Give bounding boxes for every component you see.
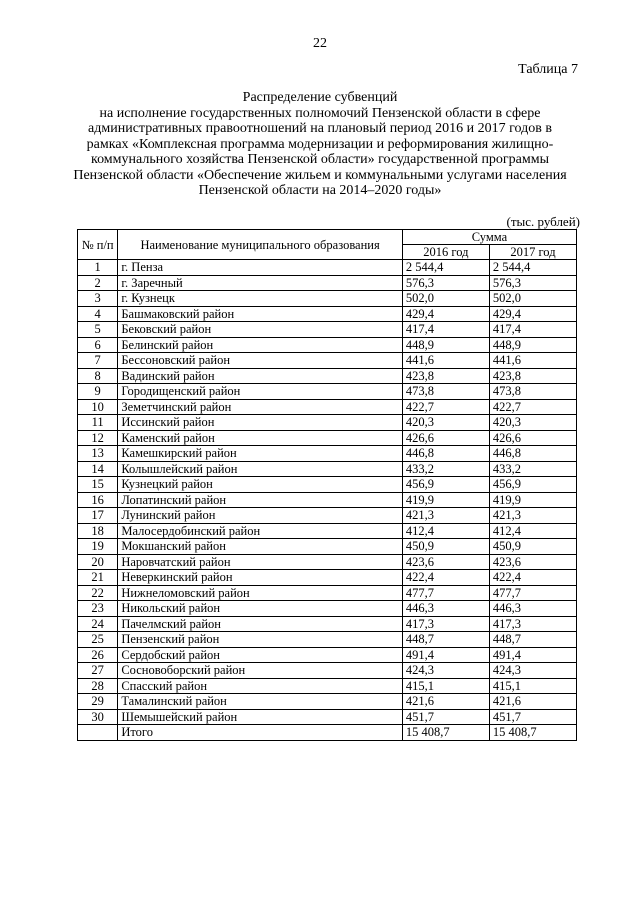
subsidy-table	[77, 229, 577, 741]
row-number: 15	[78, 477, 118, 493]
municipality-name: Белинский район	[118, 337, 403, 353]
municipality-name: Городищенский район	[118, 384, 403, 400]
value-2017: 441,6	[489, 353, 576, 369]
table-row	[78, 709, 577, 725]
table-row	[78, 647, 577, 663]
table-row	[78, 337, 577, 353]
municipality-name: Пачелмский район	[118, 616, 403, 632]
value-2017: 446,3	[489, 601, 576, 617]
row-number: 6	[78, 337, 118, 353]
value-2017: 417,3	[489, 616, 576, 632]
value-2016: 473,8	[402, 384, 489, 400]
value-2017: 576,3	[489, 275, 576, 291]
value-2017: 417,4	[489, 322, 576, 338]
row-number: 29	[78, 694, 118, 710]
value-2016: 421,3	[402, 508, 489, 524]
table-row	[78, 415, 577, 431]
value-2017: 502,0	[489, 291, 576, 307]
municipality-name: Вадинский район	[118, 368, 403, 384]
header-number: № п/п	[78, 230, 118, 260]
table-row	[78, 260, 577, 276]
value-2017: 448,9	[489, 337, 576, 353]
value-2016: 448,7	[402, 632, 489, 648]
municipality-name: Шемышейский район	[118, 709, 403, 725]
value-2017: 473,8	[489, 384, 576, 400]
value-2016: 419,9	[402, 492, 489, 508]
row-number: 1	[78, 260, 118, 276]
table-row	[78, 539, 577, 555]
table-row	[78, 368, 577, 384]
value-2017: 448,7	[489, 632, 576, 648]
municipality-name: Каменский район	[118, 430, 403, 446]
value-2016: 415,1	[402, 678, 489, 694]
municipality-name: Лунинский район	[118, 508, 403, 524]
municipality-name: Сосновоборский район	[118, 663, 403, 679]
municipality-name: Нижнеломовский район	[118, 585, 403, 601]
row-number: 9	[78, 384, 118, 400]
value-2016: 446,3	[402, 601, 489, 617]
value-2017: 415,1	[489, 678, 576, 694]
value-2016: 456,9	[402, 477, 489, 493]
value-2016: 426,6	[402, 430, 489, 446]
value-2016: 502,0	[402, 291, 489, 307]
municipality-name: Неверкинский район	[118, 570, 403, 586]
document-title	[70, 90, 570, 199]
row-number: 20	[78, 554, 118, 570]
municipality-name: г. Пенза	[118, 260, 403, 276]
municipality-name: Колышлейский район	[118, 461, 403, 477]
value-2017: 424,3	[489, 663, 576, 679]
table-row	[78, 353, 577, 369]
value-2017: 419,9	[489, 492, 576, 508]
value-2017: 15 408,7	[489, 725, 576, 741]
row-number	[78, 725, 118, 741]
row-number: 8	[78, 368, 118, 384]
value-2017: 456,9	[489, 477, 576, 493]
municipality-name: Кузнецкий район	[118, 477, 403, 493]
table-row	[78, 446, 577, 462]
municipality-name: Малосердобинский район	[118, 523, 403, 539]
municipality-name: Камешкирский район	[118, 446, 403, 462]
value-2017: 422,7	[489, 399, 576, 415]
table-row	[78, 570, 577, 586]
municipality-name: Пензенский район	[118, 632, 403, 648]
value-2017: 450,9	[489, 539, 576, 555]
value-2016: 417,4	[402, 322, 489, 338]
value-2016: 441,6	[402, 353, 489, 369]
header-sum: Сумма	[402, 230, 576, 245]
table-row	[78, 678, 577, 694]
row-number: 30	[78, 709, 118, 725]
row-number: 7	[78, 353, 118, 369]
row-number: 23	[78, 601, 118, 617]
value-2016: 422,4	[402, 570, 489, 586]
page-number: 22	[313, 36, 327, 51]
row-number: 5	[78, 322, 118, 338]
title-heading: Распределение субвенций	[242, 90, 398, 105]
row-number: 24	[78, 616, 118, 632]
value-2016: 448,9	[402, 337, 489, 353]
value-2016: 450,9	[402, 539, 489, 555]
table-row	[78, 601, 577, 617]
value-2016: 422,7	[402, 399, 489, 415]
table-row	[78, 275, 577, 291]
row-number: 28	[78, 678, 118, 694]
row-number: 17	[78, 508, 118, 524]
table-row	[78, 616, 577, 632]
table-row	[78, 632, 577, 648]
row-number: 14	[78, 461, 118, 477]
value-2017: 451,7	[489, 709, 576, 725]
row-number: 10	[78, 399, 118, 415]
row-number: 21	[78, 570, 118, 586]
value-2016: 420,3	[402, 415, 489, 431]
municipality-name: Никольский район	[118, 601, 403, 617]
value-2017: 433,2	[489, 461, 576, 477]
table-row	[78, 694, 577, 710]
municipality-name: г. Кузнецк	[118, 291, 403, 307]
value-2017: 429,4	[489, 306, 576, 322]
table-row	[78, 291, 577, 307]
value-2016: 417,3	[402, 616, 489, 632]
value-2016: 451,7	[402, 709, 489, 725]
municipality-name: г. Заречный	[118, 275, 403, 291]
value-2016: 576,3	[402, 275, 489, 291]
table-row	[78, 306, 577, 322]
value-2016: 423,6	[402, 554, 489, 570]
municipality-name: Итого	[118, 725, 403, 741]
value-2017: 421,3	[489, 508, 576, 524]
row-number: 11	[78, 415, 118, 431]
value-2016: 491,4	[402, 647, 489, 663]
value-2016: 423,8	[402, 368, 489, 384]
row-number: 27	[78, 663, 118, 679]
table-row	[78, 554, 577, 570]
value-2016: 2 544,4	[402, 260, 489, 276]
value-2017: 412,4	[489, 523, 576, 539]
municipality-name: Тамалинский район	[118, 694, 403, 710]
municipality-name: Наровчатский район	[118, 554, 403, 570]
table-row	[78, 322, 577, 338]
table-row	[78, 492, 577, 508]
value-2017: 423,8	[489, 368, 576, 384]
table-row	[78, 399, 577, 415]
municipality-name: Спасский район	[118, 678, 403, 694]
municipality-name: Лопатинский район	[118, 492, 403, 508]
value-2017: 2 544,4	[489, 260, 576, 276]
value-2016: 15 408,7	[402, 725, 489, 741]
row-number: 12	[78, 430, 118, 446]
table-label: Таблица 7	[518, 62, 578, 77]
municipality-name: Бессоновский район	[118, 353, 403, 369]
row-number: 26	[78, 647, 118, 663]
value-2016: 477,7	[402, 585, 489, 601]
value-2016: 433,2	[402, 461, 489, 477]
value-2017: 446,8	[489, 446, 576, 462]
table-row	[78, 430, 577, 446]
header-year-2017: 2017 год	[489, 245, 576, 260]
title-description: на исполнение государственных полномочий Пензенской области в сфере административных правоотношений на плановый период 2016 и 2017 годов в рамках «Комплексная программа модернизации и реформирования жилищно-коммунального хозяйства Пензенской области» государственной программы Пензенской области «Обеспечение жильем и коммунальными услугами населения Пензенской области на 2014–2020 годы»	[73, 105, 567, 198]
header-name: Наименование муниципального образования	[118, 230, 403, 260]
value-2016: 424,3	[402, 663, 489, 679]
value-2016: 446,8	[402, 446, 489, 462]
municipality-name: Бековский район	[118, 322, 403, 338]
table-row	[78, 384, 577, 400]
value-2017: 491,4	[489, 647, 576, 663]
table-row	[78, 663, 577, 679]
municipality-name: Иссинский район	[118, 415, 403, 431]
table-row	[78, 508, 577, 524]
value-2017: 426,6	[489, 430, 576, 446]
value-2016: 412,4	[402, 523, 489, 539]
row-number: 4	[78, 306, 118, 322]
units-label: (тыс. рублей)	[506, 214, 580, 229]
row-number: 22	[78, 585, 118, 601]
municipality-name: Башмаковский район	[118, 306, 403, 322]
row-number: 19	[78, 539, 118, 555]
row-number: 16	[78, 492, 118, 508]
total-row	[78, 725, 577, 741]
row-number: 25	[78, 632, 118, 648]
row-number: 3	[78, 291, 118, 307]
table-row	[78, 523, 577, 539]
value-2016: 421,6	[402, 694, 489, 710]
value-2017: 423,6	[489, 554, 576, 570]
row-number: 2	[78, 275, 118, 291]
municipality-name: Земетчинский район	[118, 399, 403, 415]
table-row	[78, 461, 577, 477]
value-2017: 422,4	[489, 570, 576, 586]
municipality-name: Мокшанский район	[118, 539, 403, 555]
table-row	[78, 585, 577, 601]
table-row	[78, 477, 577, 493]
header-year-2016: 2016 год	[402, 245, 489, 260]
value-2017: 420,3	[489, 415, 576, 431]
row-number: 13	[78, 446, 118, 462]
value-2017: 421,6	[489, 694, 576, 710]
value-2017: 477,7	[489, 585, 576, 601]
municipality-name: Сердобский район	[118, 647, 403, 663]
value-2016: 429,4	[402, 306, 489, 322]
row-number: 18	[78, 523, 118, 539]
